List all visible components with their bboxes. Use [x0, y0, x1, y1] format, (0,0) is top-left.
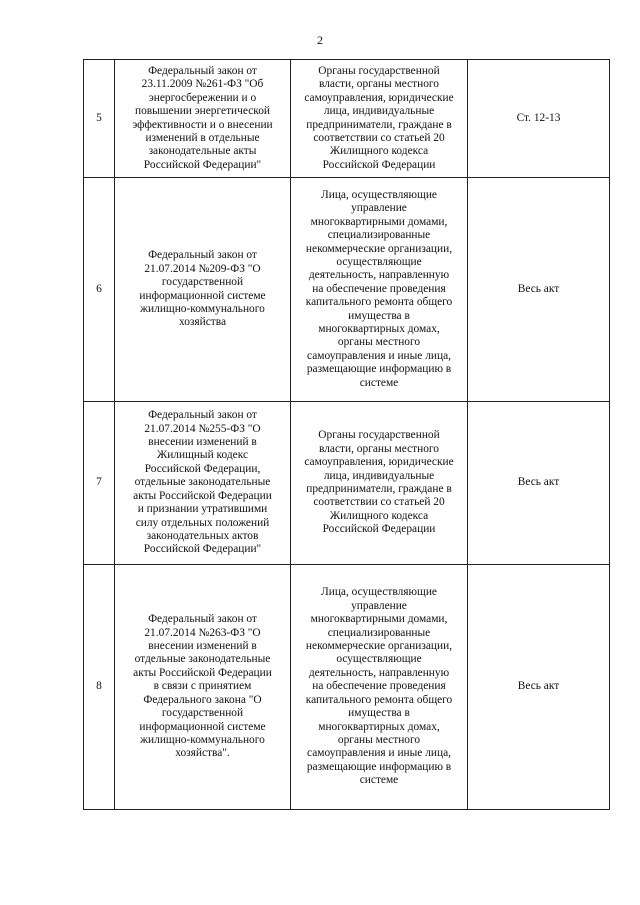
- scope-cell: [468, 60, 610, 178]
- subjects-text: Лица, осуществляющие управление многоквартирными домами, специализированные некоммерческие организации, осуществляющие деятельность, направленную на обеспечение проведения капитального ремонта общего имущества в многоквартирных домах, органы местного самоуправления и иные лица, размещающие информацию в системе: [305, 586, 453, 787]
- row-number-cell: [84, 178, 115, 402]
- row-number: 7: [96, 476, 102, 489]
- table-row: [84, 60, 610, 178]
- subjects-cell: [291, 402, 468, 565]
- subjects-cell: [291, 60, 468, 178]
- row-number-cell: [84, 402, 115, 565]
- table-row: [84, 402, 610, 565]
- subjects-cell: [291, 565, 468, 810]
- legal-acts-table: [83, 59, 610, 810]
- act-title-cell: [115, 402, 291, 565]
- scope-text: Весь акт: [517, 282, 560, 295]
- subjects-text: Органы государственной власти, органы местного самоуправления, юридические лица, индивидуальные предприниматели, граждане в соответствии со статьей 20 Жилищного кодекса Российской Федерации: [304, 429, 454, 536]
- row-number: 8: [96, 680, 102, 693]
- subjects-text: Органы государственной власти, органы местного самоуправления, юридические лица, индивидуальные предприниматели, граждане в соответствии со статьей 20 Жилищного кодекса Российской Федерации: [304, 64, 454, 171]
- scope-text: Весь акт: [517, 476, 560, 489]
- row-number-cell: [84, 60, 115, 178]
- row-number-cell: [84, 565, 115, 810]
- table-row: [84, 178, 610, 402]
- scope-cell: [468, 178, 610, 402]
- act-title-cell: [115, 60, 291, 178]
- subjects-text: Лица, осуществляющие управление многоквартирными домами, специализированные некоммерческие организации, осуществляющие деятельность, направленную на обеспечение проведения капитального ремонта общего имущества в многоквартирных домах, органы местного самоуправления и иные лица, размещающие информацию в системе: [305, 188, 453, 389]
- scope-text: Ст. 12-13: [516, 111, 561, 124]
- row-number: 5: [96, 111, 102, 124]
- act-title-cell: [115, 565, 291, 810]
- act-title-cell: [115, 178, 291, 402]
- page-number: 2: [317, 33, 323, 47]
- scope-cell: [468, 402, 610, 565]
- subjects-cell: [291, 178, 468, 402]
- row-number: 6: [96, 282, 102, 295]
- act-title: Федеральный закон от 21.07.2014 №263-ФЗ "О внесении изменений в отдельные законодательные акты Российской Федерации в связи с принятием Федерального закона "О государственной информационной системе жилищно-коммунального хозяйства".: [133, 613, 272, 760]
- act-title: Федеральный закон от 21.07.2014 №255-ФЗ "О внесении изменений в Жилищный кодекс Российской Федерации, отдельные законодательные акты Российской Федерации и признании утратившими силу отдельных положений законодательных актов Российской Федерации": [133, 409, 272, 556]
- act-title: Федеральный закон от 23.11.2009 №261-ФЗ "Об энергосбережении и о повышении энергетической эффективности и о внесении изменений в отдельные законодательные акты Российской Федерации": [132, 64, 273, 171]
- scope-text: Весь акт: [517, 680, 560, 693]
- table-row: [84, 565, 610, 810]
- scope-cell: [468, 565, 610, 810]
- act-title: Федеральный закон от 21.07.2014 №209-ФЗ "О государственной информационной системе жилищно-коммунального хозяйства: [139, 249, 266, 329]
